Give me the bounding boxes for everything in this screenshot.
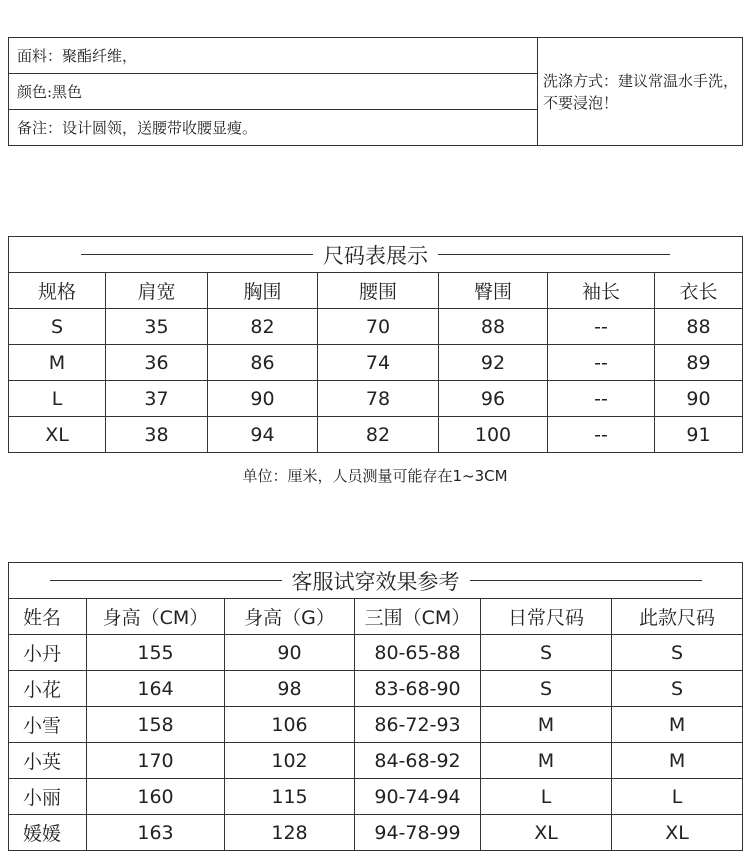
- table-cell: S: [481, 671, 612, 707]
- table-cell: 小雪: [9, 707, 87, 743]
- table-cell: XL: [481, 815, 612, 851]
- table-row: [9, 635, 743, 671]
- size-note: 单位：厘米，人员测量可能存在1~3CM: [242, 467, 508, 485]
- table-header-row: [9, 273, 743, 309]
- table-cell: --: [548, 381, 655, 417]
- table-cell: S: [612, 671, 743, 707]
- table-cell: 90: [655, 381, 743, 417]
- wash-instructions: 洗涤方式：建议常温水手洗，不要浸泡！: [538, 38, 743, 146]
- table-cell: M: [481, 707, 612, 743]
- product-info-table: [8, 37, 743, 146]
- table-cell: L: [9, 381, 106, 417]
- divider: [438, 254, 670, 255]
- column-header: 衣长: [655, 273, 743, 309]
- size-chart-title-row: [9, 237, 743, 273]
- table-cell: 164: [87, 671, 225, 707]
- table-cell: 83-68-90: [355, 671, 481, 707]
- table-row: [9, 815, 743, 851]
- table-row: [9, 671, 743, 707]
- remark-info: 备注：设计圆领，送腰带收腰显瘦。: [9, 110, 538, 146]
- column-header: 日常尺码: [481, 599, 612, 635]
- fitting-title-row: [9, 563, 743, 599]
- table-cell: 98: [225, 671, 355, 707]
- column-header: 胸围: [208, 273, 318, 309]
- table-cell: 106: [225, 707, 355, 743]
- table-cell: 170: [87, 743, 225, 779]
- table-cell: 84-68-92: [355, 743, 481, 779]
- fitting-title: 客服试穿效果参考: [291, 569, 460, 594]
- table-cell: 小丹: [9, 635, 87, 671]
- table-row: [9, 743, 743, 779]
- table-cell: 90-74-94: [355, 779, 481, 815]
- table-cell: 38: [106, 417, 208, 453]
- table-cell: S: [9, 309, 106, 345]
- table-row: [9, 417, 743, 453]
- column-header: 袖长: [548, 273, 655, 309]
- fabric-info: 面料：聚酯纤维，: [9, 38, 538, 74]
- table-cell: --: [548, 417, 655, 453]
- table-header-row: [9, 599, 743, 635]
- table-cell: S: [612, 635, 743, 671]
- table-cell: XL: [9, 417, 106, 453]
- column-header: 身高（CM）: [87, 599, 225, 635]
- table-cell: L: [481, 779, 612, 815]
- table-cell: 37: [106, 381, 208, 417]
- fitting-reference-table: [8, 562, 743, 851]
- table-row: [9, 345, 743, 381]
- table-cell: --: [548, 309, 655, 345]
- table-cell: 94: [208, 417, 318, 453]
- table-cell: 86: [208, 345, 318, 381]
- table-cell: 89: [655, 345, 743, 381]
- table-cell: S: [481, 635, 612, 671]
- table-cell: 86-72-93: [355, 707, 481, 743]
- table-cell: 82: [208, 309, 318, 345]
- divider: [50, 580, 282, 581]
- column-header: 腰围: [318, 273, 439, 309]
- table-cell: 160: [87, 779, 225, 815]
- table-cell: M: [612, 743, 743, 779]
- color-info: 颜色:黑色: [9, 74, 538, 110]
- table-cell: 媛媛: [9, 815, 87, 851]
- table-cell: 102: [225, 743, 355, 779]
- table-row: [9, 707, 743, 743]
- table-cell: 小丽: [9, 779, 87, 815]
- table-cell: 96: [439, 381, 548, 417]
- table-cell: 100: [439, 417, 548, 453]
- table-cell: 91: [655, 417, 743, 453]
- table-cell: 155: [87, 635, 225, 671]
- column-header: 身高（G）: [225, 599, 355, 635]
- table-row: [9, 381, 743, 417]
- table-cell: M: [9, 345, 106, 381]
- table-cell: 92: [439, 345, 548, 381]
- divider: [470, 580, 702, 581]
- table-cell: 158: [87, 707, 225, 743]
- column-header: 此款尺码: [612, 599, 743, 635]
- table-cell: 82: [318, 417, 439, 453]
- column-header: 臀围: [439, 273, 548, 309]
- table-cell: 90: [208, 381, 318, 417]
- table-row: [9, 779, 743, 815]
- column-header: 规格: [9, 273, 106, 309]
- column-header: 肩宽: [106, 273, 208, 309]
- table-cell: 小花: [9, 671, 87, 707]
- size-chart-title: 尺码表展示: [323, 243, 429, 268]
- table-cell: 70: [318, 309, 439, 345]
- table-cell: 88: [439, 309, 548, 345]
- table-row: [9, 309, 743, 345]
- column-header: 三围（CM）: [355, 599, 481, 635]
- column-header: 姓名: [9, 599, 87, 635]
- table-cell: 78: [318, 381, 439, 417]
- table-cell: M: [612, 707, 743, 743]
- table-cell: XL: [612, 815, 743, 851]
- table-cell: 90: [225, 635, 355, 671]
- table-cell: 36: [106, 345, 208, 381]
- table-cell: M: [481, 743, 612, 779]
- table-cell: 80-65-88: [355, 635, 481, 671]
- table-cell: 94-78-99: [355, 815, 481, 851]
- divider: [81, 254, 313, 255]
- table-cell: 115: [225, 779, 355, 815]
- size-chart-table: [8, 236, 743, 453]
- table-cell: --: [548, 345, 655, 381]
- table-cell: 163: [87, 815, 225, 851]
- table-cell: 74: [318, 345, 439, 381]
- table-cell: 小英: [9, 743, 87, 779]
- table-cell: 35: [106, 309, 208, 345]
- table-cell: 88: [655, 309, 743, 345]
- table-cell: L: [612, 779, 743, 815]
- table-cell: 128: [225, 815, 355, 851]
